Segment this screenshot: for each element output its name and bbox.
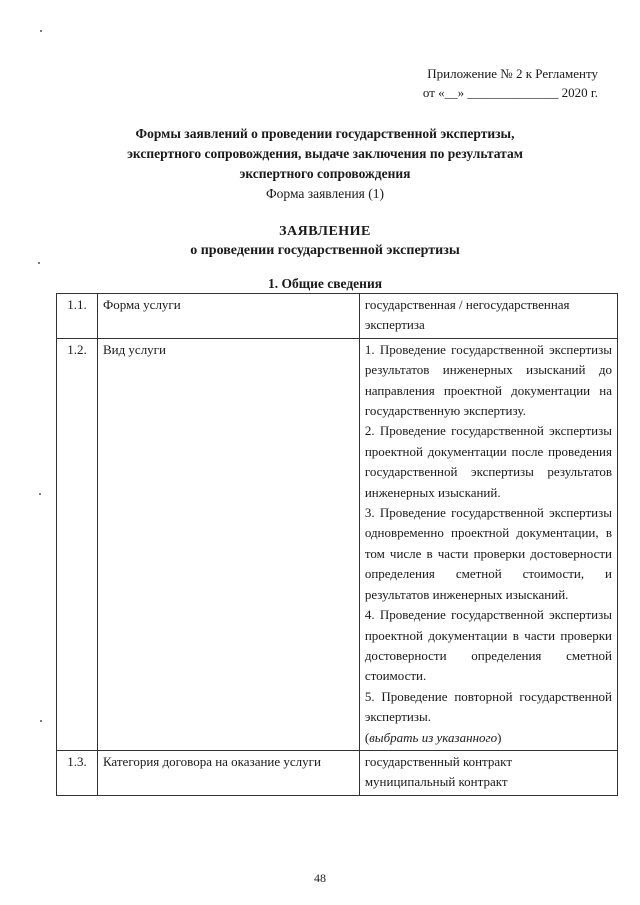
- service-option: 3. Проведение государственной экспертизы одновременно проектной документации, в том числе в части проверки достоверности определения сметной стоимости, и результатов инженерных изысканий.: [364, 505, 612, 602]
- value-text: государственный контракт: [364, 753, 512, 769]
- general-info-table: [56, 293, 618, 796]
- forms-title-line: экспертного сопровождения, выдаче заключения по результатам: [127, 146, 523, 161]
- selection-hint: (выбрать из указанного): [364, 729, 502, 745]
- service-option: 5. Проведение повторной государственной экспертизы.: [364, 688, 612, 725]
- row-value: [359, 294, 617, 339]
- document-title: ЗАЯВЛЕНИЕ: [279, 224, 371, 239]
- form-number: Форма заявления (1): [265, 186, 384, 201]
- service-option: 4. Проведение государственной экспертизы проектной документации в части проверки достоверности определения сметной стоимости.: [364, 607, 612, 684]
- row-number: 1.2.: [57, 338, 98, 750]
- document-subtitle: о проведении государственной экспертизы: [190, 243, 460, 258]
- selection-hint-text: выбрать из указанного: [369, 729, 498, 745]
- scan-speck: [39, 493, 41, 495]
- service-option: 2. Проведение государственной экспертизы проектной документации после проведения государственной экспертизы результатов инженерных изысканий.: [364, 423, 612, 500]
- scan-speck: [40, 30, 42, 32]
- scan-speck: [40, 720, 42, 722]
- row-name: Форма услуги: [97, 294, 359, 339]
- row-number: 1.1.: [57, 294, 98, 339]
- document-title-block: [60, 222, 590, 260]
- appendix-line: Приложение № 2 к Регламенту: [427, 66, 598, 81]
- row-name: Вид услуги: [97, 338, 359, 750]
- appendix-reference: [368, 64, 598, 102]
- table-row: [57, 338, 618, 750]
- forms-title-line: экспертного сопровождения: [239, 166, 411, 181]
- table-row: [57, 294, 618, 339]
- row-value: [359, 750, 617, 795]
- table-row: [57, 750, 618, 795]
- scan-speck: [38, 262, 40, 264]
- appendix-date-line: от «__» ______________ 2020 г.: [422, 85, 598, 100]
- forms-title: [60, 124, 590, 184]
- section-title: 1. Общие сведения: [267, 276, 383, 291]
- value-text: муниципальный контракт: [364, 774, 508, 790]
- page-number: 48: [314, 871, 326, 885]
- value-text: государственная / негосударственная экспертиза: [364, 297, 570, 333]
- row-value: [359, 338, 617, 750]
- service-option: 1. Проведение государственной экспертизы результатов инженерных изысканий до направления проектной документации на государственную экспертизу.: [364, 341, 612, 419]
- row-name: Категория договора на оказание услуги: [97, 750, 359, 795]
- row-number: 1.3.: [57, 750, 98, 795]
- forms-title-line: Формы заявлений о проведении государственной экспертизы,: [135, 126, 515, 141]
